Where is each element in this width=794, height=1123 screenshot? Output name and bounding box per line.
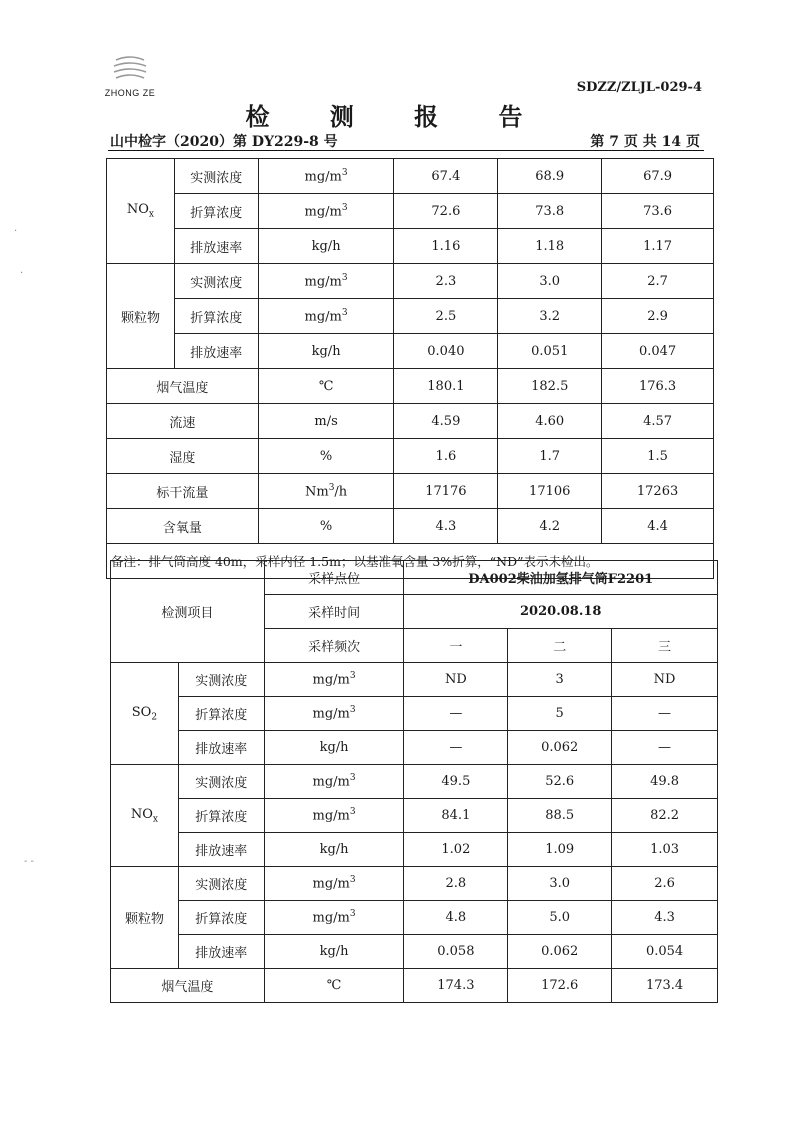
value-cell: 3.2 (498, 299, 602, 334)
table-row (107, 334, 714, 369)
unit-cell: ℃ (264, 969, 404, 1003)
value-cell: 0.062 (508, 731, 612, 765)
value-cell: 0.047 (602, 334, 714, 369)
report-number: 山中检字（2020）第 DY229-8 号 (110, 134, 338, 150)
value-cell: 73.8 (498, 194, 602, 229)
value-cell: 1.03 (612, 833, 718, 867)
value-cell: 0.058 (404, 935, 508, 969)
value-cell: 2.6 (612, 867, 718, 901)
table-row (107, 264, 714, 299)
value-cell: 3.0 (508, 867, 612, 901)
pollutant-name: $NO_x$ (111, 765, 179, 867)
item-label: 湿度 (107, 439, 259, 474)
sampling-time-label: 采样时间 (264, 595, 404, 629)
value-cell: 52.6 (508, 765, 612, 799)
value-cell: 0.054 (612, 935, 718, 969)
table-row (111, 663, 718, 697)
item-header: 检测项目 (111, 561, 265, 663)
unit-cell: $mg/m^3$ (258, 194, 394, 229)
value-cell: 4.57 (602, 404, 714, 439)
unit-cell: kg/h (258, 334, 394, 369)
item-label: 烟气温度 (111, 969, 265, 1003)
value-cell: 1.5 (602, 439, 714, 474)
table-row (111, 901, 718, 935)
value-cell: 0.062 (508, 935, 612, 969)
value-cell: 4.2 (498, 509, 602, 544)
table-row (107, 299, 714, 334)
value-cell: 4.3 (612, 901, 718, 935)
unit-cell: ℃ (258, 369, 394, 404)
item-label: 排放速率 (174, 229, 258, 264)
value-cell: ND (612, 663, 718, 697)
table-row (107, 229, 714, 264)
header-divider (108, 150, 704, 151)
value-cell: 0.051 (498, 334, 602, 369)
unit-cell: kg/h (264, 731, 404, 765)
value-cell: 17263 (602, 474, 714, 509)
value-cell: 1.6 (394, 439, 498, 474)
pollutant-name: $SO_2$ (111, 663, 179, 765)
value-cell: — (404, 731, 508, 765)
value-cell: 174.3 (404, 969, 508, 1003)
value-cell: — (404, 697, 508, 731)
value-cell: 4.4 (602, 509, 714, 544)
item-label: 排放速率 (178, 731, 264, 765)
unit-cell: % (258, 439, 394, 474)
value-cell: 173.4 (612, 969, 718, 1003)
value-cell: 67.4 (394, 159, 498, 194)
table-row (107, 439, 714, 474)
value-cell: 1.18 (498, 229, 602, 264)
value-cell: 1.09 (508, 833, 612, 867)
unit-cell: $mg/m^3$ (264, 799, 404, 833)
table-row (107, 474, 714, 509)
item-label: 实测浓度 (174, 159, 258, 194)
item-label: 实测浓度 (178, 663, 264, 697)
margin-mark: · (20, 268, 24, 279)
value-cell: 1.16 (394, 229, 498, 264)
margin-mark: · (14, 226, 18, 237)
value-cell: ND (404, 663, 508, 697)
sampling-point-value: DA002柴油加氢排气筒F2201 (404, 561, 718, 595)
value-cell: 1.02 (404, 833, 508, 867)
value-cell: 84.1 (404, 799, 508, 833)
logo-text: ZHONG ZE (104, 88, 156, 98)
item-label: 含氧量 (107, 509, 259, 544)
header-row (111, 561, 718, 595)
table-row (107, 194, 714, 229)
table-row (111, 867, 718, 901)
table-row (111, 731, 718, 765)
unit-cell: $mg/m^3$ (264, 697, 404, 731)
value-cell: 49.8 (612, 765, 718, 799)
sampling-point-label: 采样点位 (264, 561, 404, 595)
sampling-frequency-label: 采样频次 (264, 629, 404, 663)
unit-cell: kg/h (258, 229, 394, 264)
table-row (107, 404, 714, 439)
item-label: 烟气温度 (107, 369, 259, 404)
sampling-time-value: 2020.08.18 (404, 595, 718, 629)
value-cell: 2.9 (602, 299, 714, 334)
table-row (111, 765, 718, 799)
pollutant-name: 颗粒物 (111, 867, 179, 969)
page-number: 第 7 页 共 14 页 (590, 134, 700, 150)
table-row (111, 935, 718, 969)
table-row (107, 159, 714, 194)
pollutant-name: $NO_x$ (107, 159, 175, 264)
page-title: 检 测 报 告 (245, 102, 549, 131)
value-cell: 17106 (498, 474, 602, 509)
table-row (111, 799, 718, 833)
unit-cell: Nm$^3$/h (258, 474, 394, 509)
item-label: 实测浓度 (178, 867, 264, 901)
value-cell: 182.5 (498, 369, 602, 404)
unit-cell: kg/h (264, 833, 404, 867)
unit-cell: $mg/m^3$ (264, 765, 404, 799)
value-cell: 17176 (394, 474, 498, 509)
unit-cell: m/s (258, 404, 394, 439)
value-cell: 2.8 (404, 867, 508, 901)
unit-cell: $mg/m^3$ (264, 663, 404, 697)
value-cell: 3.0 (498, 264, 602, 299)
item-label: 实测浓度 (174, 264, 258, 299)
item-label: 折算浓度 (178, 697, 264, 731)
value-cell: 4.59 (394, 404, 498, 439)
pollutant-name: 颗粒物 (107, 264, 175, 369)
table-row (111, 969, 718, 1003)
item-label: 排放速率 (178, 833, 264, 867)
note-text: 备注：排气筒高度 40m，采样内径 1.5m；以基准氧含量 3%折算，“ND”表示未检出。 (107, 544, 714, 579)
item-label: 标干流量 (107, 474, 259, 509)
item-label: 折算浓度 (174, 299, 258, 334)
value-cell: 88.5 (508, 799, 612, 833)
value-cell: 1.7 (498, 439, 602, 474)
item-label: 折算浓度 (174, 194, 258, 229)
value-cell: 1.17 (602, 229, 714, 264)
value-cell: 2.3 (394, 264, 498, 299)
value-cell: 180.1 (394, 369, 498, 404)
item-label: 折算浓度 (178, 901, 264, 935)
value-cell: 5 (508, 697, 612, 731)
value-cell: 68.9 (498, 159, 602, 194)
item-label: 流速 (107, 404, 259, 439)
value-cell: — (612, 697, 718, 731)
results-table-bottom (110, 560, 718, 1003)
frequency-header: 三 (612, 629, 718, 663)
item-label: 实测浓度 (178, 765, 264, 799)
item-label: 折算浓度 (178, 799, 264, 833)
value-cell: 0.040 (394, 334, 498, 369)
table-row (111, 833, 718, 867)
table-row (111, 697, 718, 731)
table-row (107, 369, 714, 404)
table-row (107, 509, 714, 544)
value-cell: 49.5 (404, 765, 508, 799)
item-label: 排放速率 (178, 935, 264, 969)
margin-mark: - - (24, 856, 34, 867)
value-cell: 67.9 (602, 159, 714, 194)
unit-cell: kg/h (264, 935, 404, 969)
value-cell: 4.8 (404, 901, 508, 935)
value-cell: 73.6 (602, 194, 714, 229)
value-cell: 4.60 (498, 404, 602, 439)
frequency-header: 二 (508, 629, 612, 663)
value-cell: 82.2 (612, 799, 718, 833)
unit-cell: $mg/m^3$ (258, 264, 394, 299)
unit-cell: $mg/m^3$ (264, 867, 404, 901)
company-logo (100, 52, 160, 98)
frequency-header: 一 (404, 629, 508, 663)
unit-cell: % (258, 509, 394, 544)
unit-cell: $mg/m^3$ (258, 299, 394, 334)
value-cell: 5.0 (508, 901, 612, 935)
value-cell: 2.7 (602, 264, 714, 299)
document-code: SDZZ/ZLJL-029-4 (576, 80, 702, 95)
value-cell: 3 (508, 663, 612, 697)
unit-cell: $mg/m^3$ (258, 159, 394, 194)
value-cell: 72.6 (394, 194, 498, 229)
results-table-top (106, 158, 714, 579)
value-cell: 2.5 (394, 299, 498, 334)
unit-cell: $mg/m^3$ (264, 901, 404, 935)
value-cell: 176.3 (602, 369, 714, 404)
value-cell: 4.3 (394, 509, 498, 544)
logo-mark-icon (108, 52, 152, 86)
value-cell: — (612, 731, 718, 765)
value-cell: 172.6 (508, 969, 612, 1003)
item-label: 排放速率 (174, 334, 258, 369)
